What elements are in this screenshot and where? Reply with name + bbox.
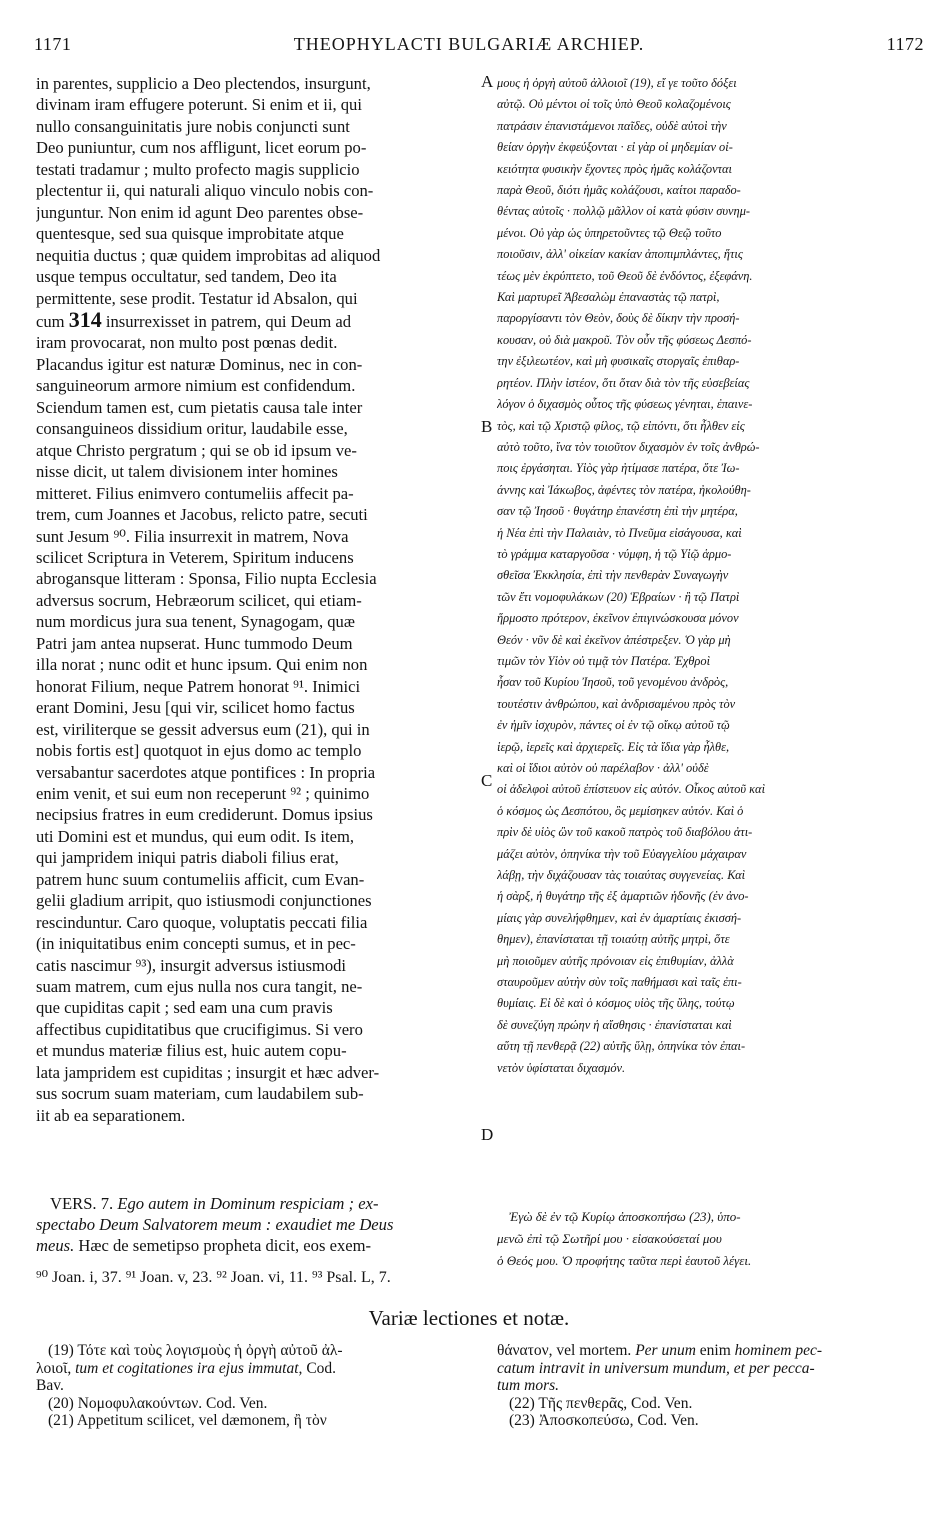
running-title: THEOPHYLACTI BULGARIÆ ARCHIEP. [293, 34, 645, 54]
latin-line: Patri jam antea nupserat. Hunc tummodo Deum [36, 633, 353, 653]
greek-line: παροργίσαντι τὸν Θεὸν, δοὺς δὲ δίκην τὴν προσή- [497, 311, 740, 326]
greek-line: κειότητα φυσικὴν ἔχοντες πρὸς ἡμᾶς κολάζονται [497, 161, 732, 176]
latin-line: sanguineorum armore nimium est confidendum. [36, 376, 356, 396]
latin-line: Deo puniuntur, cum nos affligunt, licet eorum po- [36, 138, 367, 158]
latin-line: plectentur ii, qui naturali aliquo vinculo nobis con- [36, 181, 374, 201]
latin-line: versabantur sacerdotes atque pontifices : In propria [36, 762, 376, 782]
latin-line: mitteret. Filius enimvero contumeliis affecit pa- [36, 483, 354, 503]
greek-line: την ἐξιλεωτέον, καὶ μὴ φυσικαῖς στοργαῖς ἐπιθαρ- [497, 354, 740, 369]
notes-right [497, 1342, 922, 1430]
verse-latin [36, 1193, 484, 1256]
column-number-314: 314 [68, 308, 102, 332]
greek-line: θείαν ὀργὴν ἐκφεύξονται · εἰ γὰρ οἱ μηδεμίαν οἰ- [497, 140, 733, 155]
greek-line: ποις ἐργάσηται. Υἱὸς γὰρ ἠτίμασε πατέρα, ὅτε Ἰω- [497, 461, 740, 476]
latin-line: qui jampridem iniqui patris diaboli filius erat, [36, 848, 339, 868]
latin-line: num mordicus jura sua tenent, Synagogam, quæ [36, 612, 355, 632]
greek-line: μους ἡ ὀργὴ αὐτοῦ ἀλλοιοῖ (19), εἴ γε τοῦτο δόξει [497, 76, 737, 90]
greek-line: αὐτὸ τοῦτο, ἵνα τὸν τοιοῦτον διχασμὸν ἐν τοῖς ἀνθρώ- [497, 439, 760, 454]
greek-line: Καὶ μαρτυρεῖ Ἀβεσαλὼμ ἐπαναστὰς τῷ πατρὶ, [497, 290, 720, 305]
greek-line: νετὸν ὑφίσταται διχασμόν. [497, 1060, 626, 1075]
latin-line: gelii gladium arripit, quo istiusmodi conjunctiones [36, 891, 372, 911]
latin-line: honorat Filium, neque Patrem honorat ⁹¹. Inimici [36, 676, 361, 696]
greek-line: Θεόν · νῦν δὲ καὶ ἐκεῖνον ἀπέστρεξεν. Ὁ γὰρ μὴ [497, 632, 731, 647]
page-number-right: 1172 [886, 34, 924, 54]
greek-line: μάζει αὐτὸν, ὁπηνίκα τὴν τοῦ Εὐαγγελίου μάχαιραν [497, 846, 747, 861]
greek-line: αὕτη τῇ πενθερᾷ (22) αὐτῆς ὕλῃ, ὁπηνίκα τὸν ἐπαι- [497, 1039, 746, 1054]
greek-line: πατράσιν ἐπανιστάμενοι παῖδες, οὐδὲ αὐτοὶ τὴν [497, 118, 727, 133]
verse-greek [497, 1206, 922, 1272]
latin-line: testati tradamur ; multo profecto magis supplicio [36, 159, 360, 179]
greek-line: άννης καὶ Ἰάκωβος, ἀφέντες τὸν πατέρα, ἠκολούθη- [497, 482, 751, 497]
latin-line: nobis fortis est] quotquot in ejus domo ac templo [36, 741, 362, 761]
greek-line: δὲ συνεζύγη πρώην ἡ αἴσθησις · ἐπανίσταται καὶ [497, 1017, 732, 1032]
greek-line: μίαις γὰρ συνελήφθημεν, καὶ ἐν ἁμαρτίαις ἐκισσή- [497, 910, 742, 925]
note-cont-d: hominem pec- [734, 1342, 823, 1359]
latin-line: in parentes, supplicio a Deo plectendos, insurgunt, [36, 74, 371, 93]
verse-greek-line-3: ὁ Θεός μου. Ὁ προφήτης ταῦτα περὶ ἑαυτοῦ λέγει. [497, 1253, 752, 1268]
note-cont-line-2: catum intravit in universum mundum, et per pecca- [497, 1359, 815, 1377]
note-23: (23) Ἀποσκοπεύσω, Cod. Ven. [509, 1412, 699, 1429]
note-19-greek: λοιοῖ, [36, 1359, 72, 1377]
greek-line: θυμίαις. Εἰ δὲ καὶ ὁ κόσμος υἱὸς τῆς ὕλης, τούτῳ [497, 996, 735, 1011]
latin-line: est, viriliterque se gessit adversus eum (21), qui in [36, 719, 370, 739]
latin-line: abrogansque litteram : Sponsa, Filio nupta Ecclesia [36, 569, 377, 589]
greek-line: θημεν), ἐπανίσταται τῇ τοιαύτῃ αὐτῆς μητρὶ, ὅτε [497, 932, 730, 947]
greek-line: τουτέστιν ἀνθρώπου, καὶ ἀνδρισαμένου πρὸς τὸν [497, 696, 736, 711]
greek-line: οἱ ἀδελφοὶ αὐτοῦ ἐπίστευον εἰς αὐτόν. Οἶκος αὐτοῦ καὶ [497, 782, 766, 797]
greek-line: τῶν ἔτι νομοφυλάκων (20) Ἑβραίων · ἣ τῷ Πατρὶ [497, 589, 740, 604]
latin-line: necipsius fratres in eum crediderunt. Domus ipsius [36, 805, 373, 825]
greek-line: σταυροῦμεν αὐτὴν σὺν τοῖς παθήμασι καὶ ταῖς ἐπι- [497, 975, 742, 990]
latin-line: lata jampridem est cupiditas ; insurgit et hæc adver- [36, 1062, 380, 1082]
latin-line: trem, cum Joannes et Jacobus, relicto patre, secuti [36, 505, 368, 525]
greek-line: σθεῖσα Ἐκκλησία, ἐπὶ τὴν πενθερὰν Συναγωγὴν [497, 568, 729, 583]
verse-text: Hæc de semetipso propheta dicit, eos exem- [78, 1236, 372, 1255]
latin-line: que cupiditas capit ; sed eam una cum pravis [36, 998, 333, 1018]
latin-line: atque Christo pergratum ; qui se ob id ipsum ve- [36, 440, 357, 460]
latin-line: iit ab ea separationem. [36, 1105, 186, 1125]
note-19-a: (19) Τότε καὶ τοὺς λογισμοὺς ἡ ὀργὴ αὐτοῦ ἀλ- [48, 1342, 343, 1359]
greek-line: ἥρμοστο πρότερον, ἐκεῖνον ἐπιγινώσκουσα μόνον [497, 611, 739, 626]
latin-line: enim venit, et sui eum non receperunt ⁹² ; quinimo [36, 783, 370, 803]
greek-line: παρὰ Θεοῦ, διότι ἡμᾶς κολάζουσι, καίτοι παραδο- [497, 183, 741, 198]
greek-line: ἦσαν τοῦ Κυρίου Ἰησοῦ, τοῦ γενομένου ἀνδρὸς, [497, 675, 729, 690]
greek-line: μένοι. Οὐ γὰρ ὡς ὑπηρετοῦντες τῷ Θεῷ τοῦτο [497, 225, 722, 240]
note-20: (20) Νομοφυλακούντων. Cod. Ven. [48, 1394, 268, 1412]
verse-lemma-2: spectabo Deum Salvatorem meum : exaudiet me Deus [36, 1215, 394, 1234]
margin-letter-a: A [481, 72, 494, 91]
latin-line: sus socrum suam materiam, cum laudabilem sub- [36, 1084, 364, 1104]
greek-line: μὴ ποιοῦμεν αὐτῆς πρόνοιαν εἰς ἐπιθυμίαν, ἀλλὰ [497, 953, 734, 968]
latin-line: patrem hunc suum contumeliis afficit, cum Evan- [36, 869, 365, 889]
latin-line: junguntur. Non enim id agunt Deo parentes obse- [36, 202, 364, 222]
greek-line: ρητέον. Πλὴν ἰστέον, ὅτι ὅταν διὰ τὸν τῆς εὐσεβείας [497, 375, 750, 390]
latin-line: rescinduntur. Caro quoque, voluptatis peccati filia [36, 912, 368, 932]
note-cont-b: Per unum [635, 1342, 696, 1359]
latin-line: erant Domini, Jesu [qui vir, scilicet homo factus [36, 698, 355, 718]
latin-line: iram provocarat, non multo post pœnas dedit. [36, 333, 338, 353]
latin-line: scilicet Scriptura in Veterem, Spiritum inducens [36, 547, 354, 567]
latin-line: permittente, sese prodit. Testatur id Absalon, qui [36, 288, 358, 308]
latin-line: (in iniquitatibus enim concepti sumus, et in pec- [36, 934, 356, 954]
footnotes: ⁹⁰ Joan. i, 37. ⁹¹ Joan. v, 23. ⁹² Joan. vi, 11. ⁹³ Psal. L, 7. [36, 1269, 391, 1286]
latin-line: sunt Jesum ⁹⁰. Filia insurrexit in matrem, Nova [36, 526, 349, 546]
greek-line: ἡ σὰρξ, ἡ θυγάτηρ τῆς ἐξ ἁμαρτιῶν ἡδονῆς (ἐν ἀνο- [497, 889, 749, 904]
verse-label: VERS. 7. [50, 1194, 114, 1213]
latin-line: illa norat ; nunc odit et hunc ipsum. Qui enim non [36, 655, 368, 675]
latin-line: Placandus igitur est naturæ Dominus, nec in con- [36, 354, 363, 374]
greek-line: αὐτῷ. Οὐ μέντοι οἱ τοῖς ὑπὸ Θεοῦ κολαζομένοις [497, 97, 731, 112]
latin-line: usque tempus occultatur, sed tandem, Deo ita [36, 267, 337, 287]
latin-line: catis nascimur ⁹³), insurgit adversus istiusmodi [36, 955, 347, 975]
note-22: (22) Τῆς πενθερᾶς, Cod. Ven. [509, 1394, 693, 1412]
page-number-left: 1171 [34, 34, 72, 54]
greek-line: ἡ Νέα ἐπὶ τὴν Παλαιὰν, τὸ Πνεῦμα εἰσάγουσα, καὶ [497, 525, 742, 540]
note-19-italic: tum et cogitationes ira ejus immutat, [75, 1359, 303, 1377]
greek-line: λάβῃ, τὴν διχάζουσαν τὰς τοιαύτας συγγενείας. Καὶ [497, 868, 746, 883]
latin-line: suam matrem, cum ejus nulla nos cura tangit, ne- [36, 977, 363, 997]
latin-line: uti Domini est et mundus, qui eum odit. Is item, [36, 826, 355, 846]
greek-line: καὶ οἱ ἴδιοι αὐτὸν οὐ παρέλαβον · ἀλλ' οὐδὲ [497, 761, 709, 775]
greek-line: ἱερῷ, ἱερεῖς καὶ ἀρχιερεῖς. Εἰς τὰ ἴδια γὰρ ἦλθε, [497, 739, 730, 754]
latin-line: divinam iram effugere poterunt. Si enim et ii, qui [36, 95, 362, 115]
greek-line: πρὶν δὲ υἱὸς ὢν τοῦ κακοῦ πατρὸς τοῦ διαβόλου ἀτι- [497, 825, 753, 840]
greek-line: τὸς, καὶ τῷ Χριστῷ φίλος, τῷ εἰπόντι, ὅτι ἦλθεν εἰς [497, 418, 745, 433]
notes-title: Variæ lectiones et notæ. [368, 1306, 570, 1330]
verse-lemma-3: meus. [36, 1236, 75, 1255]
latin-column [36, 73, 476, 1126]
latin-line: quentesque, sed sua quisque improbitate atque [36, 224, 344, 244]
greek-line: ἐν ἡμῖν ἰσχυρὸν, πάντες οἱ ἐν τῷ οἴκῳ αὐτοῦ τῷ [497, 718, 730, 733]
latin-line: Sciendum tamen est, cum pietatis causa tale inter [36, 397, 363, 417]
latin-line: cum 314 insurrexisset in patrem, qui Deum ad [36, 308, 352, 332]
latin-line: et mundus materiæ filius est, huic autem copu- [36, 1041, 347, 1061]
greek-column [497, 73, 922, 1079]
greek-line: τὸ γράμμα καταργοῦσα · νύμφη, ἡ τῷ Υἱῷ ἁρμο- [497, 546, 732, 561]
note-cont-line-3: tum mors. [497, 1377, 560, 1394]
greek-line: λόγον ὁ διχασμὸς οὗτος τῆς φύσεως γένηται, ἐπαινε- [497, 397, 753, 412]
greek-line: τιμῶν τὸν Υἱὸν οὐ τιμᾷ τὸν Πατέρα. Ἐχθροὶ [497, 653, 711, 668]
note-cont-c: enim [699, 1342, 731, 1359]
greek-line: τέως μὲν ἐκρύπτετο, τοῦ Θεοῦ δὲ ἐνδόντος, ἐξεφάνη. [497, 268, 753, 283]
latin-line: affectibus cupiditatibus que crucifigimus. Si vero [36, 1019, 363, 1039]
note-19-c: Bav. [36, 1377, 64, 1394]
greek-line: σαν τῷ Ἰησοῦ · θυγάτηρ ἐπανέστη ἐπὶ τὴν μητέρα, [497, 504, 738, 519]
greek-line: ποιοῦσιν, ἀλλ' οἰκείαν κακίαν ἀποπιμπλάντες, ἥτις [497, 247, 743, 262]
margin-letter-d: D [481, 1125, 494, 1144]
note-21: (21) Appetitum scilicet, vel dæmonem, ἢ τὸν [48, 1412, 327, 1429]
greek-line: ὁ κόσμος ὡς Δεσπότου, ὃς μεμίσηκεν αὐτόν. Καὶ ὁ [497, 803, 744, 818]
latin-line: adversus socrum, Hebræorum scilicet, qui etiam- [36, 590, 362, 610]
page-header [0, 34, 938, 60]
note-cont-a: θάνατον, vel mortem. [497, 1342, 632, 1359]
greek-line: κουσαν, οὐ διὰ μακροῦ. Τὸν οὖν τῆς φύσεως Δεσπό- [497, 332, 752, 347]
verse-greek-line-2: μενῶ ἐπὶ τῷ Σωτῆρί μου · εἰσακούσεταί μου [497, 1231, 722, 1246]
margin-letter-c: C [481, 771, 493, 790]
greek-line: θέντας αὐτοῖς · πολλῷ μᾶλλον οἱ κατὰ φύσιν συνημ- [497, 204, 751, 219]
latin-line: nisse dicit, ut talem divisionem inter homines [36, 462, 338, 482]
notes-left [36, 1342, 491, 1430]
latin-line: nullo consanguinitatis jure nobis conjuncti sunt [36, 116, 350, 136]
latin-line: consanguineos dissidium oritur, laudabile esse, [36, 419, 348, 439]
margin-letter-b: B [481, 417, 493, 436]
verse-greek-line-1: Ἐγὼ δὲ ἐν τῷ Κυρίῳ ἀποσκοπήσω (23), ὑπο- [509, 1209, 741, 1224]
latin-line: nequitia ductus ; quæ quidem improbitas ad aliquod [36, 245, 381, 265]
verse-lemma: Ego autem in Dominum respiciam ; ex- [117, 1194, 379, 1213]
note-19-cod: Cod. [306, 1359, 337, 1377]
